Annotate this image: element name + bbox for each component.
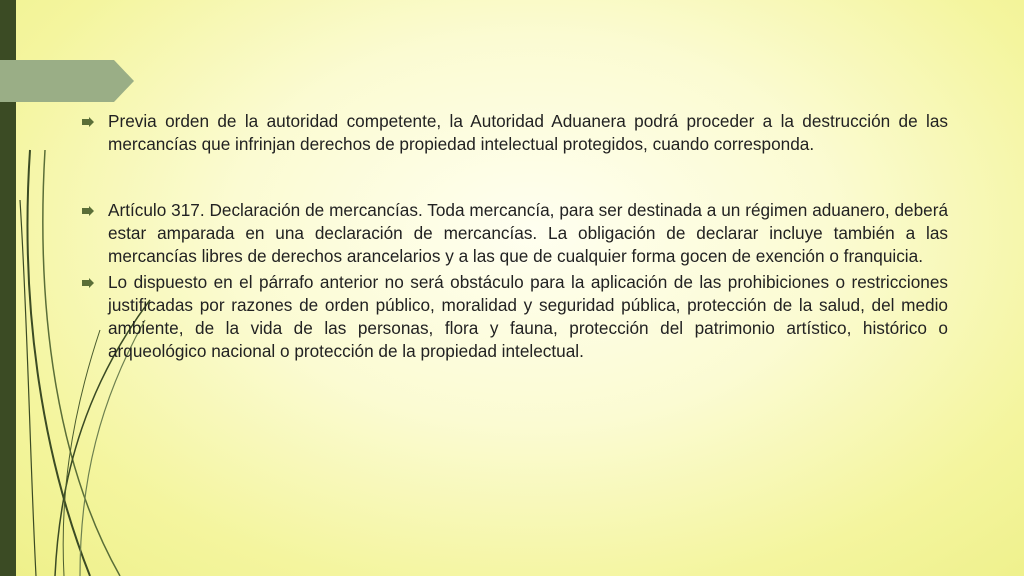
arrow-bullet-icon bbox=[82, 206, 94, 216]
title-tab-shape bbox=[0, 60, 134, 102]
bullet-item bbox=[82, 271, 948, 363]
bullet-item bbox=[82, 110, 948, 156]
bullet-item bbox=[82, 199, 948, 268]
bullet-list bbox=[82, 110, 948, 363]
bullet-text: Lo dispuesto en el párrafo anterior no será obstáculo para la aplicación de las prohibiciones o restricciones justificadas por razones de orden público, moralidad y seguridad pública, protección de la salud, del medio ambiente, de la vida de las personas, flora y fauna, protección del patrimonio artístico, histórico o arqueológico nacional o protección de la propiedad intelectual. bbox=[108, 272, 948, 361]
bullet-text: Previa orden de la autoridad competente, la Autoridad Aduanera podrá proceder a la destrucción de las mercancías que infrinjan derechos de propiedad intelectual protegidos, cuando corresponda. bbox=[108, 111, 948, 154]
bullet-text: Artículo 317. Declaración de mercancías. Toda mercancía, para ser destinada a un régimen aduanero, deberá estar amparada en una declaración de mercancías. La obligación de declarar incluye también a las mercancías libres de derechos arancelarios y a las que de cualquier forma gocen de exención o franquicia. bbox=[108, 200, 948, 266]
arrow-bullet-icon bbox=[82, 117, 94, 127]
arrow-bullet-icon bbox=[82, 278, 94, 288]
